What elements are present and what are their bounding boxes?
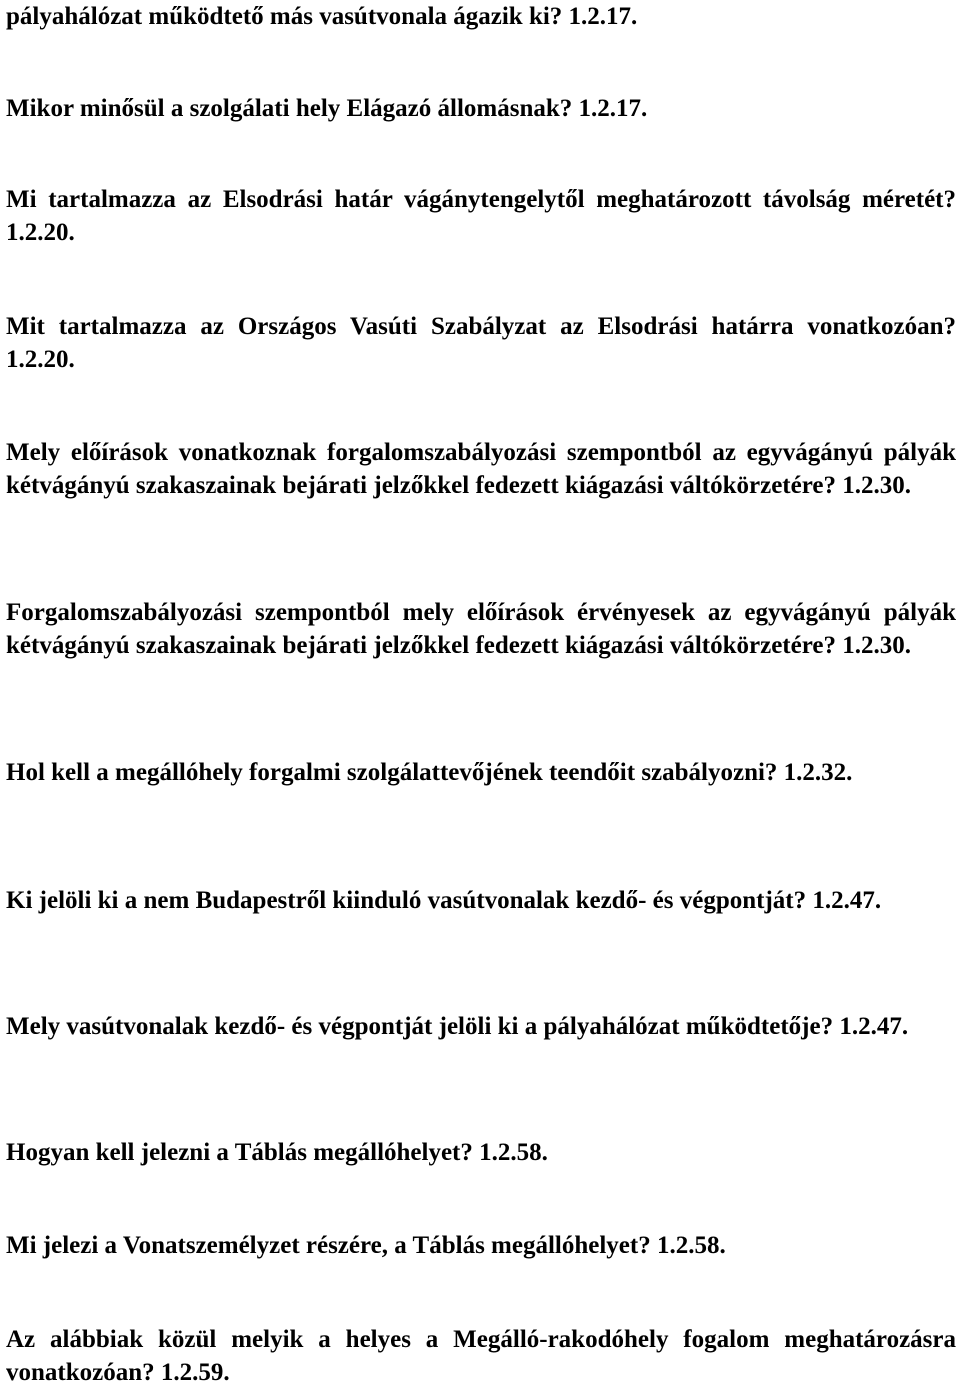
question-paragraph: Mit tartalmazza az Országos Vasúti Szabályzat az Elsodrási határra vonatkozóan? 1.2.20. <box>6 313 956 373</box>
question-paragraph: Hol kell a megállóhely forgalmi szolgálattevőjének teendőit szabályozni? 1.2.32. <box>6 759 853 786</box>
question-paragraph: Mi tartalmazza az Elsodrási határ vágánytengelytől meghatározott távolság méretét? 1.2.20. <box>6 186 956 246</box>
question-paragraph: Hogyan kell jelezni a Táblás megállóhelyet? 1.2.58. <box>6 1139 548 1166</box>
question-paragraph: Mi jelezi a Vonatszemélyzet részére, a Táblás megállóhelyet? 1.2.58. <box>6 1232 726 1259</box>
question-paragraph: Mikor minősül a szolgálati hely Elágazó állomásnak? 1.2.17. <box>6 95 648 122</box>
question-paragraph: pályahálózat működtető más vasútvonala ágazik ki? 1.2.17. <box>6 3 638 30</box>
question-paragraph: Az alábbiak közül melyik a helyes a Megálló-rakodóhely fogalom meghatározásra vonatkozóan? 1.2.59. <box>6 1326 956 1386</box>
question-paragraph: Mely előírások vonatkoznak forgalomszabályozási szempontból az egyvágányú pályák kétvágányú szakaszainak bejárati jelzőkkel fedezett kiágazási váltókörzetére? 1.2.30. <box>6 439 956 499</box>
question-paragraph: Forgalomszabályozási szempontból mely előírások érvényesek az egyvágányú pályák kétvágányú szakaszainak bejárati jelzőkkel fedezett kiágazási váltókörzetére? 1.2.30. <box>6 599 956 659</box>
question-paragraph: Ki jelöli ki a nem Budapestről kiinduló vasútvonalak kezdő- és végpontját? 1.2.47. <box>6 887 882 914</box>
question-paragraph: Mely vasútvonalak kezdő- és végpontját jelöli ki a pályahálózat működtetője? 1.2.47. <box>6 1013 909 1040</box>
